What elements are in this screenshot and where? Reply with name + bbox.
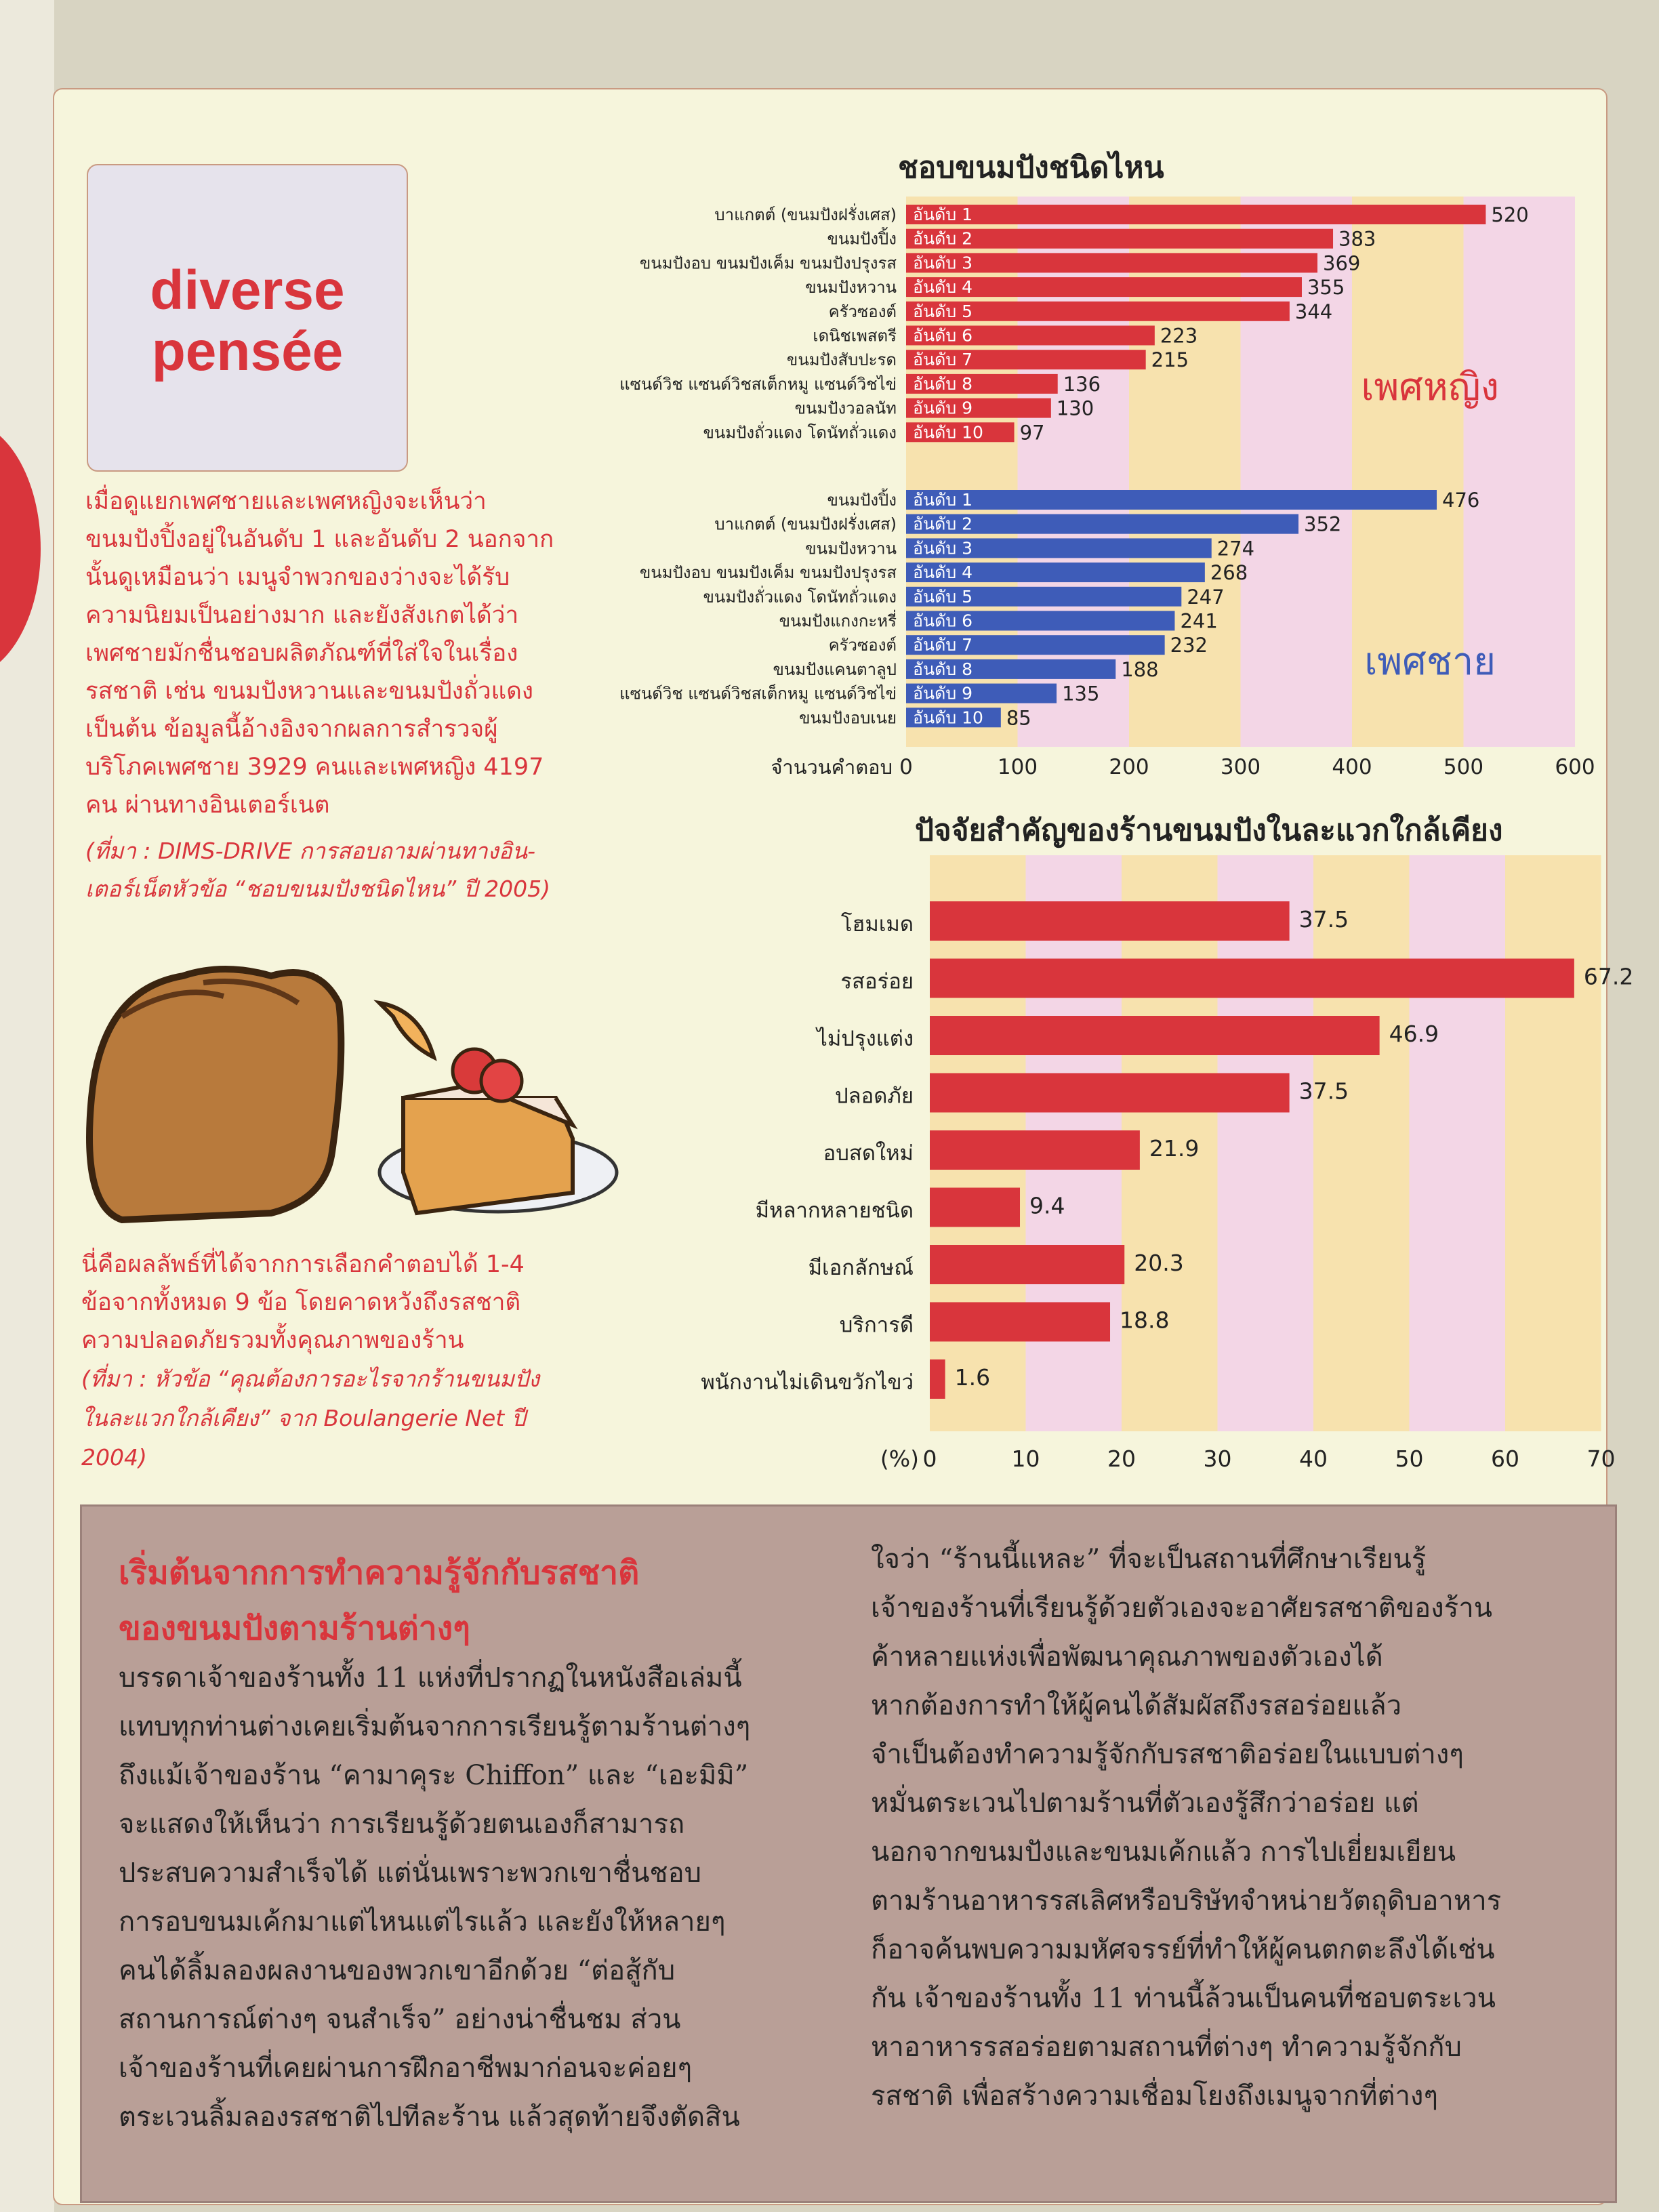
article-title: เริ่มต้นจากการทำความรู้จักกับรสชาติ ของขนมปังตามร้านต่างๆ xyxy=(119,1554,640,1647)
chart2-bar xyxy=(930,1303,1110,1342)
chart2-category-label: โฮมเมด xyxy=(840,912,914,937)
chart1-category-label: ขนมปังอบเนย xyxy=(799,708,897,728)
chart2-grid-band xyxy=(1313,855,1410,1431)
chart1-rank-label: อันดับ 3 xyxy=(913,253,973,273)
chart2-value-label: 21.9 xyxy=(1149,1135,1200,1162)
chart1-rank-label: อันดับ 3 xyxy=(913,538,973,558)
chart1-value-label: 232 xyxy=(1170,634,1208,657)
chart1-x-tick: 400 xyxy=(1332,755,1372,779)
chart1-rank-label: อันดับ 10 xyxy=(913,422,983,443)
chart1-value-label: 247 xyxy=(1187,585,1225,609)
chart2-category-label: ปลอดภัย xyxy=(834,1084,914,1109)
chart1-category-label: ขนมปังหวาน xyxy=(805,539,897,558)
chart2-category-label: มีหลากหลายชนิด xyxy=(755,1198,914,1223)
chart1-category-label: บาแกตต์ (ขนมปังฝรั่งเศส) xyxy=(714,514,897,534)
chart2-category-label: รสอร่อย xyxy=(840,969,914,994)
chart1-category-label: ขนมปังวอลนัท xyxy=(794,398,897,418)
chart2-x-tick: 50 xyxy=(1395,1446,1424,1472)
chart2-bar xyxy=(930,959,1574,998)
chart2-x-tick: 30 xyxy=(1203,1446,1232,1472)
chart1-value-label: 241 xyxy=(1180,609,1218,633)
chart1-rank-label: อันดับ 7 xyxy=(913,350,973,370)
chart1-value-label: 476 xyxy=(1442,489,1480,512)
chart1-series-label-male: เพศชาย xyxy=(1364,640,1496,684)
chart1-category-label: แซนด์วิช แซนด์วิชสเต็กหมู แซนด์วิชไข่ xyxy=(619,684,897,703)
chart1-value-label: 135 xyxy=(1062,682,1100,705)
chart2-category-label: มีเอกลักษณ์ xyxy=(808,1256,914,1280)
chart1-series-label-female: เพศหญิง xyxy=(1361,365,1499,409)
chart1-category-label: ขนมปังแกงกะหรี่ xyxy=(779,611,897,631)
chart1-bar xyxy=(906,490,1437,510)
brand-logo: diverse pensée xyxy=(150,260,345,382)
chart1-category-label: ขนมปังอบ ขนมปังเค็ม ขนมปังปรุงรส xyxy=(639,253,897,273)
chart1-value-label: 188 xyxy=(1121,657,1159,681)
chart1-value-label: 223 xyxy=(1160,324,1198,348)
chart1-value-label: 97 xyxy=(1019,421,1045,445)
chart1-rank-label: อันดับ 9 xyxy=(913,683,973,703)
chart2-x-tick: 40 xyxy=(1299,1446,1328,1472)
chart2-bar xyxy=(930,1016,1380,1055)
chart1-rank-label: อันดับ 5 xyxy=(913,301,973,321)
chart2-bar xyxy=(930,1359,945,1399)
chart1-category-label: ขนมปังปิ้ง xyxy=(827,491,897,510)
chart1-value-label: 383 xyxy=(1338,227,1376,251)
chart1-rank-label: อันดับ 1 xyxy=(913,205,973,224)
chart1-rank-label: อันดับ 10 xyxy=(913,708,983,728)
chart2-category-label: อบสดใหม่ xyxy=(823,1141,914,1166)
chart1-value-label: 215 xyxy=(1151,348,1189,372)
chart2-x-tick: 0 xyxy=(922,1446,937,1472)
chart1-value-label: 136 xyxy=(1063,372,1101,396)
chart1-x-tick: 300 xyxy=(1220,755,1261,779)
chart1-value-label: 520 xyxy=(1491,203,1529,226)
chart1-rank-label: อันดับ 8 xyxy=(913,659,973,679)
chart1-rank-label: อันดับ 2 xyxy=(913,514,973,534)
chart1-rank-label: อันดับ 4 xyxy=(913,562,973,583)
chart1-rank-label: อันดับ 7 xyxy=(913,635,973,655)
caption-factors-source: (ที่มา : หัวข้อ “คุณต้องการอะไรจากร้านขนมปัง ในละแวกใกล้เคียง” จาก Boulangerie Net ปี 2004) xyxy=(81,1366,540,1471)
chart2-value-label: 37.5 xyxy=(1298,906,1349,933)
caption-factors-chart: นี่คือผลลัพธ์ที่ได้จากการเลือกคำตอบได้ 1-4 ข้อจากทั้งหมด 9 ข้อ โดยคาดหวังถึงรสชาติ ความปลอดภัยรวมทั้งคุณภาพของร้าน xyxy=(81,1251,525,1354)
article-column-2: ใจว่า “ร้านนี้แหละ” ที่จะเป็นสถานที่ศึกษาเรียนรู้ เจ้าของร้านที่เรียนรู้ด้วยตัวเองจะอาศัยรสชาติของร้าน ค้าหลายแห่งเพื่อพัฒนาคุณภาพของตัวเองได้ หากต้องการทำให้ผู้คนได้สัมผัสถึงรสอร่อยแล้ว จำเป็นต้องทำความรู้จักกับรสชาติอร่อยในแบบต่างๆ หมั่นตระเวนไปตามร้านที่ตัวเองรู้สึกว่าอร่อย แต่ นอกจากขนมปังและขนมเค้กแล้ว การไปเยี่ยมเยียน ตามร้านอาหารรสเลิศหรือบริษัทจำหน่ายวัตถุดิบอาหาร ก็อาจค้นพบความมหัศจรรย์ที่ทำให้ผู้คนตกตะลึงได้เช่น กัน เจ้าของร้านทั้ง 11 ท่านนี้ล้วนเป็นคนที่ชอบตระเวน หาอาหารรสอร่อยตามสถานที่ต่างๆ ทำความรู้จักกับ รสชาติ เพื่อสร้างความเชื่อมโยงถึงเมนูจากที่ต่างๆ xyxy=(871,1544,1502,2112)
chart2-grid-band xyxy=(1505,855,1601,1431)
chart1-x-tick: 600 xyxy=(1555,755,1595,779)
chart1-value-label: 130 xyxy=(1056,396,1094,420)
chart1-rank-label: อันดับ 5 xyxy=(913,586,973,607)
chart1-rank-label: อันดับ 1 xyxy=(913,490,973,510)
chart1-category-label: ขนมปังสับปะรด xyxy=(786,350,897,370)
chart2-bar xyxy=(930,1073,1290,1113)
chart1-value-label: 355 xyxy=(1307,276,1345,300)
chart1-value-label: 268 xyxy=(1210,561,1248,585)
article-column-1: บรรดาเจ้าของร้านทั้ง 11 แห่งที่ปรากฏในหนังสือเล่มนี้ แทบทุกท่านต่างเคยเริ่มต้นจากการเรียนรู้ตามร้านต่างๆ ถึงแม้เจ้าของร้าน “คามาคุระ Chiffon” และ “เอะมิมิ” จะแสดงให้เห็นว่า การเรียนรู้ด้วยตนเองก็สามารถ ประสบความสำเร็จได้ แต่นั่นเพราะพวกเขาชื่นชอบ การอบขนมเค้กมาแต่ไหนแต่ไรแล้ว และยังให้หลายๆ คนได้ลิ้มลองผลงานของพวกเขาอีกด้วย “ต่อสู้กับ สถานการณ์ต่างๆ จนสำเร็จ” อย่างน่าชื่นชม ส่วน เจ้าของร้านที่เคยผ่านการฝึกอาชีพมาก่อนจะค่อยๆ ตระเวนลิ้มลองรสชาติไปทีละร้าน แล้วสุดท้ายจึงตัดสิน xyxy=(119,1662,751,2133)
chart2-category-label: บริการดี xyxy=(839,1313,914,1338)
chart2-x-tick: 70 xyxy=(1586,1446,1616,1472)
chart1-category-label: ขนมปังหวาน xyxy=(805,278,897,298)
chart2-x-tick: 60 xyxy=(1491,1446,1519,1472)
chart1-value-label: 274 xyxy=(1216,537,1255,560)
chart2-category-label: ไม่ปรุงแต่ง xyxy=(817,1027,914,1051)
chart2-category-label: พนักงานไม่เดินขวักไขว่ xyxy=(701,1370,914,1395)
chart1-value-label: 85 xyxy=(1006,706,1031,730)
chart2-x-axis-label: (%) xyxy=(880,1446,919,1472)
chart1-rank-label: อันดับ 8 xyxy=(913,373,973,394)
caption-gender-source: (ที่มา : DIMS-DRIVE การสอบถามผ่านทางอิน- เตอร์เน็ตหัวข้อ “ชอบขนมปังชนิดไหน” ปี 2005) xyxy=(85,838,551,902)
chart1-category-label: ครัวซองต์ xyxy=(828,302,897,321)
chart1-rank-label: อันดับ 6 xyxy=(913,325,973,346)
chart1-value-label: 352 xyxy=(1304,512,1342,536)
caption-gender-chart: เมื่อดูแยกเพศชายและเพศหญิงจะเห็นว่า ขนมปังปิ้งอยู่ในอันดับ 1 และอันดับ 2 นอกจาก นั้นดูเหมือนว่า เมนูจำพวกของว่างจะได้รับ ความนิยมเป็นอย่างมาก และยังสังเกตได้ว่า เพศชายมักชื่นชอบผลิตภัณฑ์ที่ใส่ใจในเรื่อง รสชาติ เช่น ขนมปังหวานและขนมปังถั่วแดง เป็นต้น ข้อมูลนี้อ้างอิงจากผลการสำรวจผู้ บริโภคเพศชาย 3929 คนและเพศหญิง 4197 คน ผ่านทางอินเตอร์เนต xyxy=(85,488,554,819)
chart1-category-label: บาแกตต์ (ขนมปังฝรั่งเศส) xyxy=(714,205,897,224)
chart1-category-label: ขนมปังอบ ขนมปังเค็ม ขนมปังปรุงรส xyxy=(639,563,897,583)
chart1-rank-label: อันดับ 2 xyxy=(913,228,973,249)
chart2-value-label: 37.5 xyxy=(1298,1078,1349,1105)
chart2-x-tick: 20 xyxy=(1107,1446,1136,1472)
chart1-category-label: ขนมปังถั่วแดง โดนัทถั่วแดง xyxy=(703,587,897,607)
chart2-value-label: 1.6 xyxy=(954,1364,991,1391)
chart2-x-tick: 10 xyxy=(1011,1446,1040,1472)
chart2-bar xyxy=(930,1188,1020,1227)
chart2-grid-band xyxy=(1218,855,1314,1431)
chart1-x-tick: 500 xyxy=(1443,755,1484,779)
chart2-bar xyxy=(930,1130,1140,1170)
chart1-bar xyxy=(906,205,1486,224)
chart1-category-label: เดนิชเพสตรี xyxy=(813,326,897,346)
chart1-category-label: ขนมปังปิ้ง xyxy=(827,229,897,249)
chart2-value-label: 18.8 xyxy=(1120,1307,1170,1334)
chart2-bar xyxy=(930,901,1290,941)
chart1-x-tick: 0 xyxy=(899,755,913,779)
chart1-category-label: แซนด์วิช แซนด์วิชสเต็กหมู แซนด์วิชไข่ xyxy=(619,374,897,394)
chart2-value-label: 20.3 xyxy=(1134,1250,1184,1276)
chart1-value-label: 369 xyxy=(1323,251,1361,275)
chart2-grid-band xyxy=(1410,855,1506,1431)
chart2-title: ปัจจัยสำคัญของร้านขนมปังในละแวกใกล้เคียง xyxy=(915,813,1503,848)
chart1-title: ชอบขนมปังชนิดไหน xyxy=(898,150,1164,185)
chart1-x-tick: 200 xyxy=(1109,755,1149,779)
chart1-value-label: 344 xyxy=(1294,300,1333,323)
chart2-value-label: 46.9 xyxy=(1389,1021,1439,1047)
chart1-category-label: ครัวซองต์ xyxy=(828,636,897,655)
chart1-rank-label: อันดับ 9 xyxy=(913,398,973,418)
chart2-value-label: 67.2 xyxy=(1583,963,1634,990)
chart1-category-label: ขนมปังแคนตาลูป xyxy=(773,659,897,679)
chart1-rank-label: อันดับ 6 xyxy=(913,611,973,631)
chart2-value-label: 9.4 xyxy=(1029,1192,1065,1219)
chart2-bar xyxy=(930,1245,1124,1284)
chart1-category-label: ขนมปังถั่วแดง โดนัทถั่วแดง xyxy=(703,423,897,443)
chart1-rank-label: อันดับ 4 xyxy=(913,277,973,298)
chart1-x-tick: 100 xyxy=(997,755,1038,779)
chart1-x-axis-label: จำนวนคำตอบ xyxy=(771,756,893,779)
